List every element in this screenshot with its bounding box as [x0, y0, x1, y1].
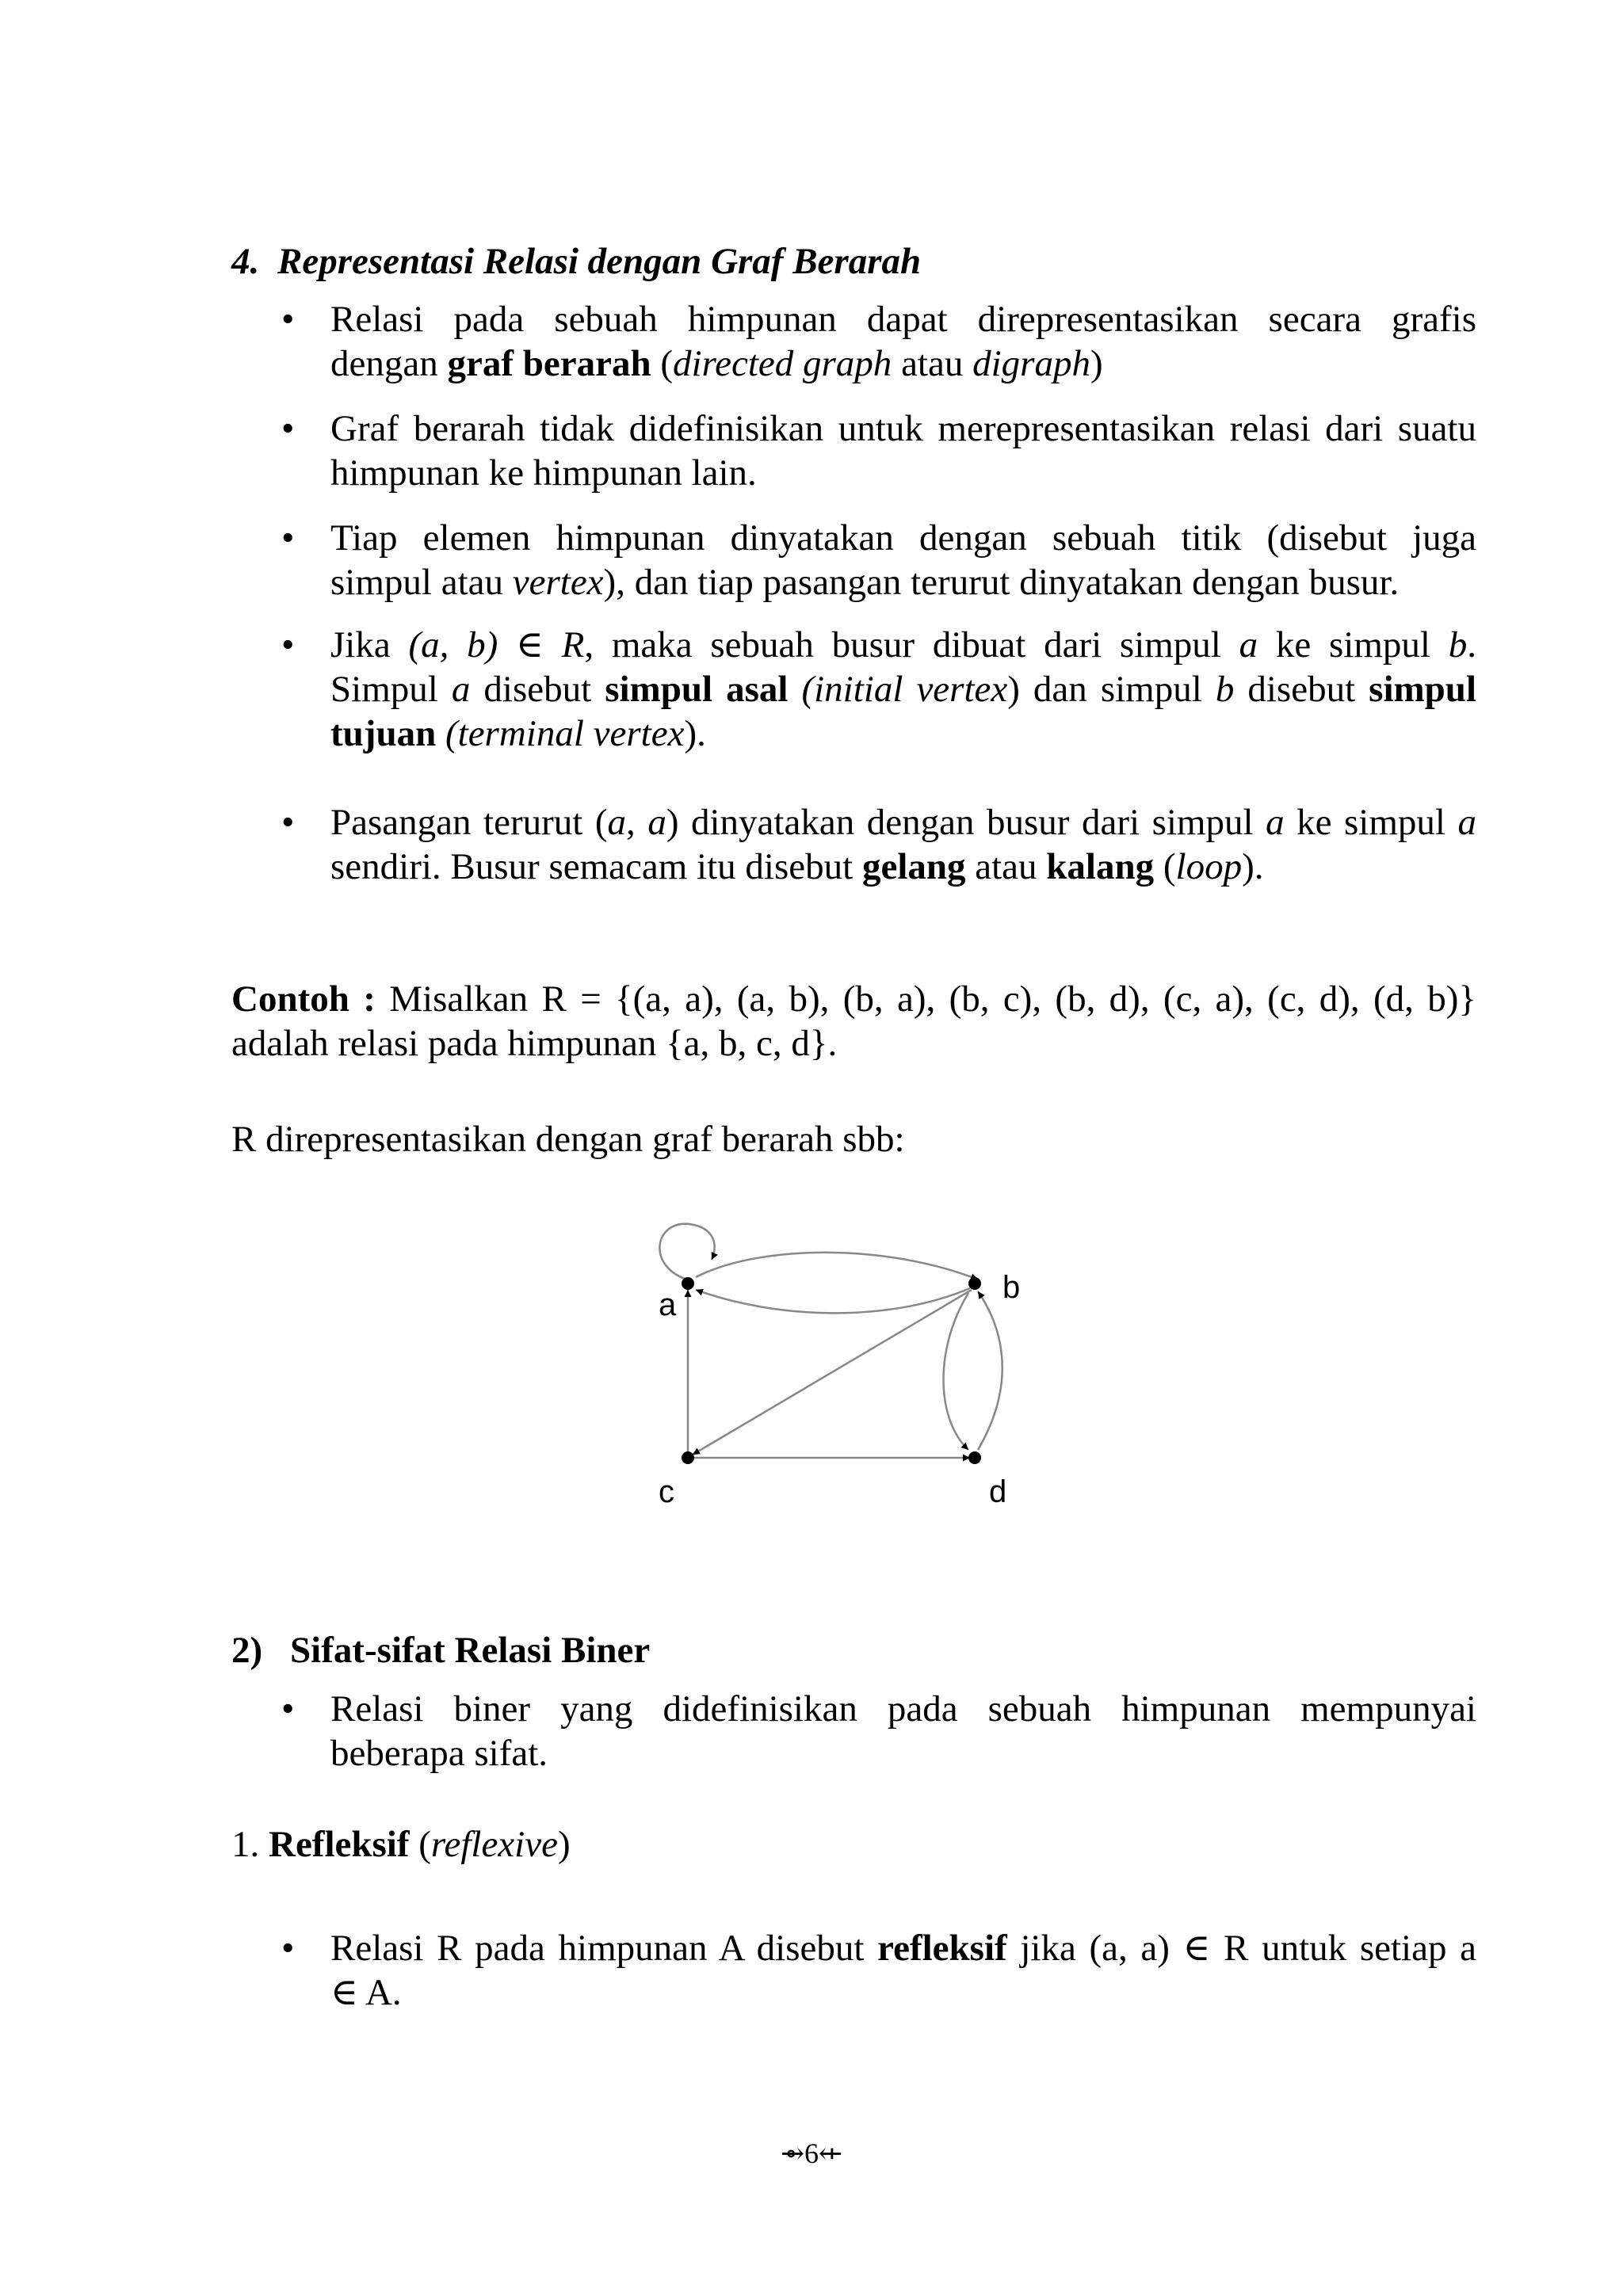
italic-term: b	[1215, 669, 1235, 710]
bullet-list	[281, 1926, 1476, 2015]
bullet-dot-icon: •	[281, 517, 295, 559]
italic-term: reflexive	[430, 1824, 558, 1865]
bullet-line: Relasi biner yang didefinisikan pada sebuah himpunan mempunyai	[330, 1688, 1476, 1730]
text: atau	[892, 343, 973, 384]
bullet-dot-icon: •	[281, 1688, 295, 1730]
bullet-item	[281, 1687, 1476, 1775]
edge-b-a	[696, 1288, 970, 1313]
edge-b-c	[693, 1290, 972, 1455]
bold-term: tujuan	[330, 713, 437, 754]
text: (	[1154, 846, 1176, 887]
bold-term: refleksif	[877, 1928, 1007, 1969]
bullet-dot-icon: •	[281, 624, 295, 666]
bullet-line	[330, 1926, 1476, 1970]
vertex-b	[968, 1277, 981, 1290]
text: Relasi R pada himpunan A disebut	[330, 1928, 878, 1969]
text: dengan	[330, 343, 448, 384]
text: ∈	[498, 624, 562, 666]
text: Pasangan terurut (	[330, 802, 608, 843]
bullet-item	[281, 1926, 1476, 2015]
vertex-c	[682, 1451, 694, 1464]
bold-term: graf berarah	[447, 343, 651, 384]
vertex-d	[968, 1451, 981, 1464]
text: Jika	[330, 624, 409, 666]
text: ,	[626, 802, 648, 843]
text: (	[651, 343, 674, 384]
text: 1.	[231, 1824, 269, 1865]
footer-right-arrow-icon: ⇷	[819, 2138, 843, 2169]
text: ).	[1242, 846, 1264, 887]
italic-term: a	[1239, 624, 1258, 666]
italic-term: b	[1448, 624, 1468, 666]
text: ).	[684, 713, 706, 754]
text: )	[557, 1824, 571, 1865]
text: disebut	[1234, 669, 1369, 710]
italic-term: digraph	[972, 343, 1090, 384]
italic-term: (a, b)	[408, 624, 498, 666]
edge-d-b	[978, 1291, 1002, 1450]
vertex-label-a: a	[659, 1287, 677, 1322]
page-number-value: 6	[804, 2138, 819, 2169]
italic-term: a	[1266, 802, 1285, 843]
bullet-dot-icon: •	[281, 408, 295, 449]
vertex-a	[682, 1277, 694, 1290]
italic-term: directed graph	[673, 343, 892, 384]
text: Simpul	[330, 669, 452, 710]
text: simpul atau	[330, 562, 513, 603]
vertex-label-d: d	[989, 1474, 1007, 1509]
bullet-dot-icon: •	[281, 802, 295, 843]
bold-term: gelang	[861, 846, 966, 887]
bold-term: simpul	[1369, 669, 1477, 710]
example-relation: Misalkan R = {(a, a), (a, b), (b, a), (b, c), (b, d), (c, a), (c, d), (d, b)}	[375, 978, 1476, 1020]
italic-term: a	[607, 802, 627, 843]
section-title: Representasi Relasi dengan Graf Berarah	[277, 241, 922, 282]
text: ) dinyatakan dengan busur dari simpul	[666, 802, 1266, 843]
text: (	[409, 1824, 431, 1865]
bold-term: Refleksif	[269, 1824, 410, 1865]
text: atau	[965, 846, 1047, 887]
bullet-list	[281, 1687, 1476, 1775]
bullet-line: Graf berarah tidak didefinisikan untuk merepresentasikan relasi dari suatu	[330, 408, 1476, 449]
graph-intro-line: R direpresentasikan dengan graf berarah sbb:	[231, 1119, 905, 1160]
example-label: Contoh :	[231, 978, 376, 1020]
italic-term: (initial vertex	[801, 669, 1008, 710]
section-number: 4.	[231, 241, 260, 282]
italic-term: a	[1457, 802, 1477, 843]
text: disebut	[470, 669, 605, 710]
edge-a-b	[696, 1253, 978, 1280]
text: ), dan tiap pasangan terurut dinyatakan dengan busur.	[603, 562, 1400, 603]
italic-term: vertex	[512, 562, 604, 603]
text: )	[1090, 343, 1103, 384]
bullet-line: beberapa sifat.	[330, 1733, 548, 1774]
text: jika (a, a) ∈ R untuk setiap a	[1006, 1928, 1476, 1969]
section-heading	[231, 1628, 650, 1672]
bullet-line: himpunan ke himpunan lain.	[330, 452, 757, 494]
bold-term: simpul asal	[605, 669, 789, 710]
text: sendiri. Busur semacam itu disebut	[330, 846, 862, 887]
italic-term: a	[647, 802, 666, 843]
bullet-dot-icon: •	[281, 299, 295, 340]
reflexive-heading	[231, 1822, 1476, 1867]
text: .	[1467, 624, 1476, 666]
bullet-line: Relasi pada sebuah himpunan dapat direpresentasikan secara grafis	[330, 299, 1476, 340]
italic-term: (terminal vertex	[445, 713, 685, 754]
text: ) dan simpul	[1007, 669, 1216, 710]
footer-left-arrow-icon: ⇴	[780, 2138, 804, 2169]
bullet-dot-icon: •	[281, 1928, 295, 1969]
section-number: 2)	[231, 1630, 263, 1671]
bullet-line: ∈ A.	[330, 1972, 402, 2013]
italic-term: a	[451, 669, 471, 710]
italic-term: loop	[1175, 846, 1243, 887]
text: ke simpul	[1284, 802, 1458, 843]
bold-term: kalang	[1046, 846, 1155, 887]
text: , maka sebuah busur dibuat dari simpul	[584, 624, 1239, 666]
vertex-label-b: b	[1002, 1270, 1021, 1305]
text: ke simpul	[1258, 624, 1449, 666]
italic-term: R	[561, 624, 585, 666]
reflexive-title	[231, 1822, 1476, 1867]
page-number	[0, 2131, 1623, 2176]
section-title: Sifat-sifat Relasi Biner	[290, 1630, 651, 1671]
bullet-line: Tiap elemen himpunan dinyatakan dengan sebuah titik (disebut juga	[330, 517, 1476, 559]
vertex-label-c: c	[659, 1474, 674, 1509]
edge-b-d	[944, 1293, 969, 1450]
example-line: adalah relasi pada himpunan {a, b, c, d}.	[231, 1023, 838, 1064]
